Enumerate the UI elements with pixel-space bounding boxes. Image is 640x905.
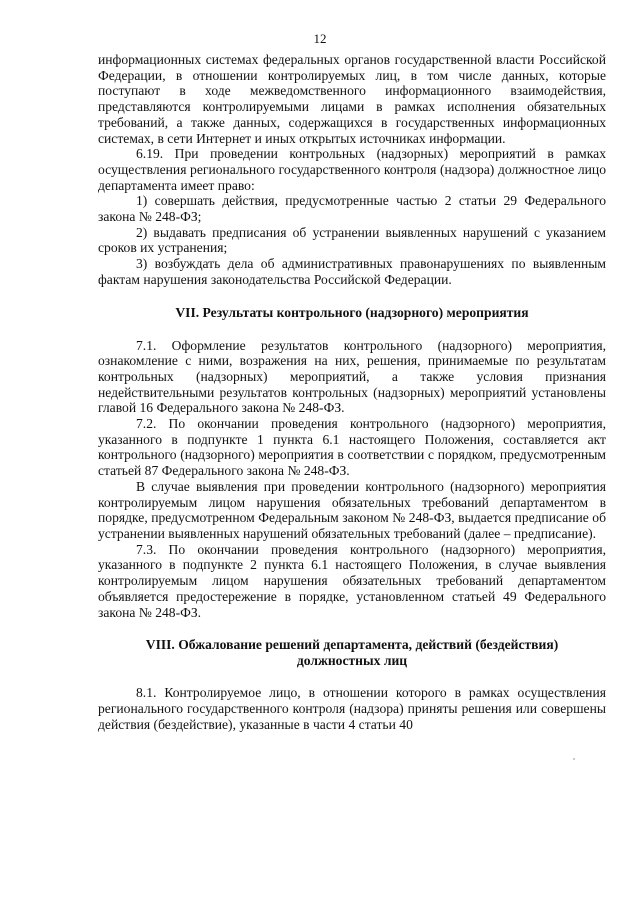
paragraph-7-2: 7.2. По окончании проведения контрольного (надзорного) мероприятия, указанного в подпункте 1 пункта 6.1 настоящего Положения, составляется акт контрольного (надзорного) мероприятия в соответствии с порядком, предусмотренным статьей 87 Федерального закона № 248-ФЗ. bbox=[98, 416, 606, 479]
list-item-2: 2) выдавать предписания об устранении выявленных нарушений с указанием сроков их устранения; bbox=[98, 224, 606, 256]
paragraph-8-1: 8.1. Контролируемое лицо, в отношении которого в рамках осуществления регионального государственного контроля (надзора) приняты решения или совершены действия (бездействие), указанные в части 4 статьи 40 bbox=[98, 685, 606, 732]
paragraph-7-2-continued: В случае выявления при проведении контрольного (надзорного) мероприятия контролируемым лицом нарушения обязательных требований департаментом в порядке, предусмотренном Федеральным законом № 248-ФЗ, выдается предписание об устранении выявленных нарушений обязательных требований (далее – предписание). bbox=[98, 478, 606, 541]
section-8-heading-line2: должностных лиц bbox=[296, 653, 408, 669]
paragraph-7-1: 7.1. Оформление результатов контрольного (надзорного) мероприятия, ознакомление с ними, возражения на них, решения, принимаемые по результатам контрольных (надзорных) мероприятий, а также условия признания недействительными результатов контрольных (надзорных) мероприятий установлены главой 16 Федерального закона № 248-ФЗ. bbox=[98, 337, 606, 416]
document-body bbox=[98, 52, 606, 732]
paragraph-7-3: 7.3. По окончании проведения контрольного (надзорного) мероприятия, указанного в подпункте 2 пункта 6.1 настоящего Положения, в случае выявления контролируемым лицом нарушения обязательных требований департаментом объявляется предостережение в порядке, установленном статьей 49 Федерального закона № 248-ФЗ. bbox=[98, 541, 606, 620]
section-7-heading: VII. Результаты контрольного (надзорного) мероприятия bbox=[175, 304, 529, 320]
list-item-1: 1) совершать действия, предусмотренные частью 2 статьи 29 Федерального закона № 248-ФЗ; bbox=[98, 193, 606, 225]
page-number: 12 bbox=[313, 31, 327, 46]
scan-speck bbox=[573, 758, 575, 760]
section-8-heading bbox=[98, 637, 606, 669]
list-item-3: 3) возбуждать дела об административных правонарушениях по выявленным фактам нарушения законодательства Российской Федерации. bbox=[98, 256, 606, 287]
paragraph-continuation: информационных системах федеральных органов государственной власти Российской Федерации, в отношении контролируемых лиц, в том числе данных, которые поступают в ходе межведомственного информационного взаимодействия, представляются контролируемыми лицами в рамках исполнения обязательных требований, а также данных, содержащихся в государственных информационных системах, в сети Интернет и иных открытых источниках информации. bbox=[98, 52, 606, 146]
paragraph-6-19: 6.19. При проведении контрольных (надзорных) мероприятий в рамках осуществления регионального государственного контроля (надзора) должностное лицо департамента имеет право: bbox=[98, 146, 606, 193]
section-8-heading-line1: VIII. Обжалование решений департамента, действий (бездействия) bbox=[145, 637, 559, 653]
